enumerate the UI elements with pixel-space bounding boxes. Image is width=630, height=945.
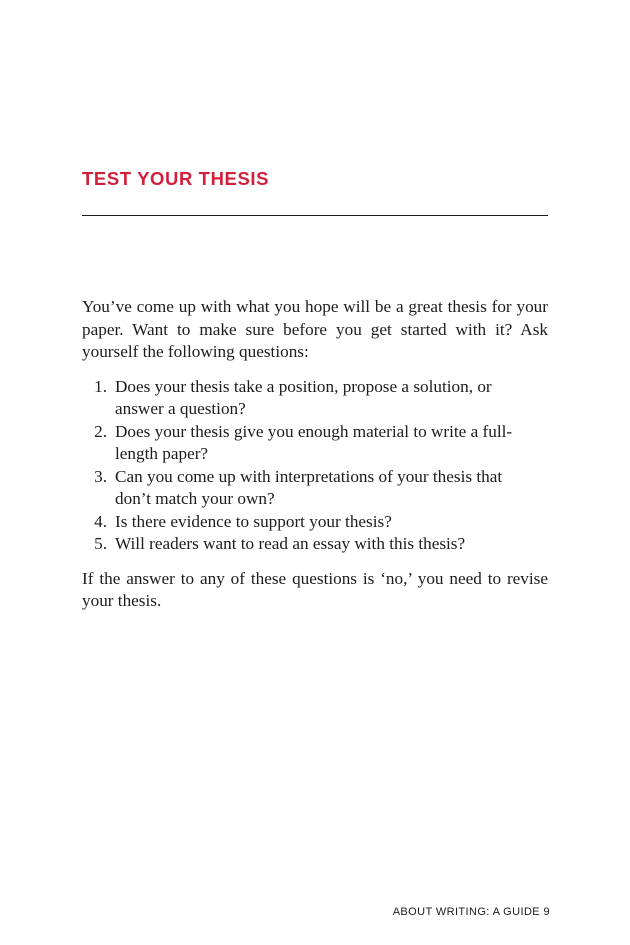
list-item	[82, 533, 548, 556]
list-item-text: Does your thesis take a position, propose a solution, or answer a question?	[115, 376, 492, 418]
question-list	[82, 376, 548, 556]
list-item-number: 4.	[94, 511, 107, 531]
list-item-number: 1.	[94, 376, 107, 396]
section-heading: TEST YOUR THESIS	[82, 168, 270, 189]
list-item-number: 2.	[94, 421, 107, 441]
list-item	[82, 511, 548, 534]
list-item-number: 5.	[94, 534, 107, 553]
list-item-number: 3.	[94, 466, 107, 486]
list-item-text: Can you come up with interpretations of your thesis that don’t match your own?	[115, 466, 503, 508]
page-footer: ABOUT WRITING: A GUIDE 9	[392, 906, 550, 918]
body-content	[82, 296, 548, 613]
list-item-text: Is there evidence to support your thesis?	[115, 511, 392, 531]
conclusion-paragraph: If the answer to any of these questions is ‘no,’ you need to revise your thesis.	[82, 568, 548, 610]
list-item-text: Will readers want to read an essay with this thesis?	[115, 534, 466, 553]
heading-divider	[82, 215, 548, 216]
list-item	[82, 421, 548, 466]
list-item	[82, 466, 548, 511]
list-item-text: Does your thesis give you enough material to write a full-length paper?	[115, 421, 513, 463]
intro-paragraph: You’ve come up with what you hope will be a great thesis for your paper. Want to make sure before you get started with it? Ask yourself the following questions:	[82, 297, 548, 361]
list-item	[82, 376, 548, 421]
